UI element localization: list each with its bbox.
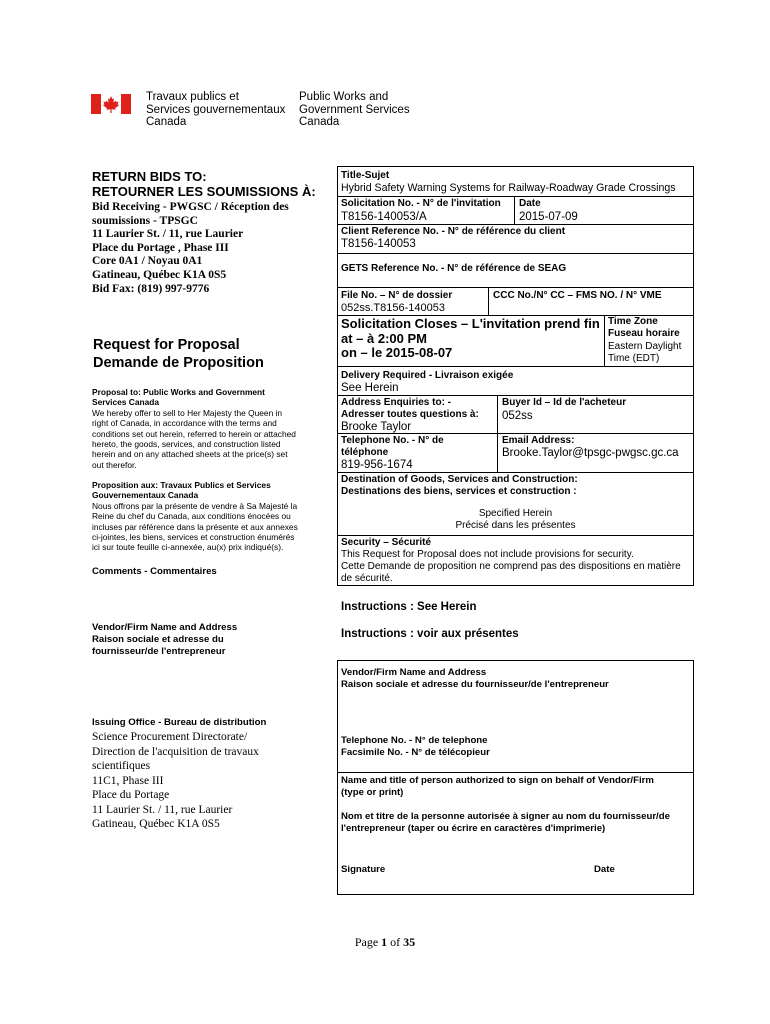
form-divider <box>337 433 694 434</box>
page-number <box>0 935 770 950</box>
proposal-en-text: out therefor. <box>92 459 137 470</box>
destination-value-en: Specified Herein <box>478 508 553 519</box>
issuing-address-line: 11 Laurier St. / 11, rue Laurier <box>92 803 233 816</box>
canada-flag-icon <box>91 94 131 114</box>
rfp-title: Request for Proposal <box>93 337 240 353</box>
file-value: 052ss.T8156-140053 <box>341 302 445 314</box>
ccc-label: CCC No./N° CC – FMS NO. / N° VME <box>493 290 662 301</box>
header-fr-line: Canada <box>146 116 187 128</box>
authorized-name-label-fr: l'entrepreneur (taper ou écrire en caractères d'imprimerie) <box>341 823 606 834</box>
title-label: Title-Sujet <box>341 170 390 181</box>
destination-label-fr: Destinations des biens, services et construction : <box>341 486 577 497</box>
buyer-id-label: Buyer Id – Id de l'acheteur <box>502 397 627 408</box>
proposal-fr-heading: Proposition aux: Travaux Publics et Services <box>92 480 271 490</box>
vendor-left-label: Raison sociale et adresse du <box>92 634 224 645</box>
instructions-fr: Instructions : voir aux présentes <box>341 628 519 640</box>
proposal-fr-text: ici sur toute feuille ci-annexée, au(x) prix indiqué(s). <box>92 542 284 553</box>
security-line: de sécurité. <box>341 573 393 584</box>
return-address-line: soumissions - TPSGC <box>92 214 198 227</box>
rfp-title-fr: Demande de Proposition <box>93 355 264 371</box>
proposal-en-text: right of Canada, in accordance with the terms and <box>92 418 277 429</box>
date-label: Date <box>519 198 541 209</box>
security-line: Cette Demande de proposition ne comprend pas des dispositions en matière <box>341 561 681 572</box>
solicitation-closes <box>341 317 600 361</box>
page-total: 35 <box>403 935 416 949</box>
proposal-fr-text: Nous offrons par la présente de vendre à Sa Majesté la <box>92 500 298 511</box>
vendor-telephone-label: Telephone No. - N° de telephone <box>341 735 488 746</box>
address-enquiries-value: Brooke Taylor <box>341 421 412 433</box>
security-text <box>341 549 681 585</box>
return-address-line: 11 Laurier St. / 11, rue Laurier <box>92 228 244 241</box>
closes-line: on – le 2015-08-07 <box>341 345 453 360</box>
form-divider <box>337 395 694 396</box>
proposal-en-section <box>92 387 296 470</box>
solicitation-value: T8156-140053/A <box>341 211 427 223</box>
destination-label: Destination of Goods, Services and Construction: <box>341 474 578 485</box>
proposal-en-text: herein and on any attached sheets at the price(s) set <box>92 449 288 460</box>
proposal-fr-text: incluses par référence dans la présente et aux annexes <box>92 521 298 532</box>
solicitation-label: Solicitation No. - N° de l'invitation <box>341 198 501 209</box>
delivery-label: Delivery Required - Livraison exigée <box>341 370 514 381</box>
proposal-en-text: hereto, the goods, services, and construction listed <box>92 439 281 450</box>
issuing-office-address <box>92 730 259 832</box>
buyer-id-value: 052ss <box>502 410 533 422</box>
closes-line: at – à 2:00 PM <box>341 330 427 346</box>
form-divider <box>337 196 694 197</box>
email-value: Brooke.Taylor@tpsgc-pwgsc.gc.ca <box>502 447 679 459</box>
signature-label: Signature <box>341 864 386 875</box>
issuing-office-label: Issuing Office - Bureau de distribution <box>92 717 267 728</box>
form-divider <box>497 395 498 472</box>
proposal-en-text: conditions set out herein, referred to herein or attached <box>92 428 296 439</box>
proposal-fr-heading: Gouvernementaux Canada <box>92 490 199 501</box>
client-ref-label: Client Reference No. - N° de référence du client <box>341 226 566 237</box>
client-ref-value: T8156-140053 <box>341 238 416 250</box>
address-enquiries-label: Address Enquiries to: - <box>341 397 452 408</box>
gets-label: GETS Reference No. - N° de référence de SEAG <box>341 263 567 274</box>
return-bids-title-fr: RETOURNER LES SOUMISSIONS À: <box>92 184 316 199</box>
return-address-line: Bid Receiving - PWGSC / Réception des <box>92 201 289 213</box>
proposal-en-heading: Proposal to: Public Works and Government <box>92 387 265 397</box>
comments-label: Comments - Commentaires <box>92 566 217 577</box>
file-label: File No. – N° de dossier <box>341 290 453 301</box>
form-divider <box>337 535 694 536</box>
issuing-address-line: Direction de l'acquisition de travaux <box>92 745 259 758</box>
issuing-address-line: 11C1, Phase III <box>92 774 164 787</box>
header-fr-line: Travaux publics et <box>146 91 239 103</box>
instructions-en: Instructions : See Herein <box>341 601 477 613</box>
form-divider <box>337 224 694 225</box>
vendor-left-label: Vendor/Firm Name and Address <box>92 622 238 633</box>
authorized-name-label-fr: Nom et titre de la personne autorisée à signer au nom du fournisseur/de <box>341 811 670 822</box>
return-bids-title: RETURN BIDS TO: <box>92 169 207 184</box>
vendor-left-label: fournisseur/de l'entrepreneur <box>92 646 226 657</box>
telephone-label: Telephone No. - N° de <box>341 435 444 446</box>
delivery-value: See Herein <box>341 382 399 394</box>
time-zone <box>608 316 681 366</box>
vendor-name-label: Vendor/Firm Name and Address <box>341 667 487 678</box>
header-en-line: Government Services <box>299 103 410 116</box>
form-divider <box>337 472 694 473</box>
header-en-line: Public Works and <box>299 91 389 103</box>
return-address-line: Core 0A1 / Noyau 0A1 <box>92 255 203 268</box>
telephone-label-fr: téléphone <box>341 447 389 458</box>
proposal-en-heading: Services Canada <box>92 397 160 408</box>
proposal-fr-text: Reine du chef du Canada, aux conditions énocées ou <box>92 511 291 522</box>
issuing-address-line: scientifiques <box>92 760 151 772</box>
proposal-fr-section <box>92 480 298 553</box>
form-divider <box>604 315 605 366</box>
title-value: Hybrid Safety Warning Systems for Railway-Roadway Grade Crossings <box>341 182 676 194</box>
closes-line: Solicitation Closes – L'invitation prend fin <box>341 316 600 331</box>
time-zone-label: Time Zone <box>608 316 658 327</box>
return-address-line: Place du Portage , Phase III <box>92 241 229 254</box>
form-divider <box>514 196 515 224</box>
email-label: Email Address: <box>502 435 575 446</box>
proposal-fr-text: ci-jointes, les biens, services et construction énumérés <box>92 532 295 543</box>
return-address-line: Gatineau, Québec K1A 0S5 <box>92 268 227 281</box>
telephone-value: 819-956-1674 <box>341 459 413 471</box>
vendor-fax-label: Facsimile No. - N° de télécopieur <box>341 747 490 758</box>
destination-value <box>337 508 694 533</box>
security-label: Security – Sécurité <box>341 537 432 548</box>
issuing-address-line: Gatineau, Québec K1A 0S5 <box>92 818 220 830</box>
signature-date-label: Date <box>594 864 615 875</box>
issuing-address-line: Science Procurement Directorate/ <box>92 731 248 743</box>
security-line: This Request for Proposal does not include provisions for security. <box>341 549 634 560</box>
vendor-box-divider <box>337 772 694 773</box>
form-divider <box>488 287 489 315</box>
time-zone-value: Eastern Daylight <box>608 340 682 352</box>
authorized-name-label: Name and title of person authorized to sign on behalf of Vendor/Firm <box>341 775 654 786</box>
proposal-en-text: We hereby offer to sell to Her Majesty the Queen in <box>92 407 283 418</box>
bid-fax: Bid Fax: (819) 997-9776 <box>92 282 210 295</box>
form-divider <box>337 253 694 254</box>
time-zone-value: Time (EDT) <box>608 353 660 365</box>
date-value: 2015-07-09 <box>519 211 578 223</box>
issuing-address-line: Place du Portage <box>92 789 170 801</box>
header-fr-line: Services gouvernementaux <box>146 103 286 116</box>
header-en-line: Canada <box>299 116 340 128</box>
page-prefix: Page <box>354 935 382 949</box>
address-enquiries-label-fr: Adresser toutes questions à: <box>341 409 479 420</box>
vendor-left-section <box>92 622 237 658</box>
form-divider <box>337 366 694 367</box>
time-zone-label-fr: Fuseau horaire <box>608 328 680 340</box>
form-divider <box>337 287 694 288</box>
page-of: of <box>387 935 404 949</box>
destination-value-fr: Précisé dans les présentes <box>455 520 576 532</box>
page-current: 1 <box>381 935 388 949</box>
vendor-name-label-fr: Raison sociale et adresse du fournisseur/de l'entrepreneur <box>341 679 609 690</box>
authorized-name-label: (type or print) <box>341 787 404 798</box>
